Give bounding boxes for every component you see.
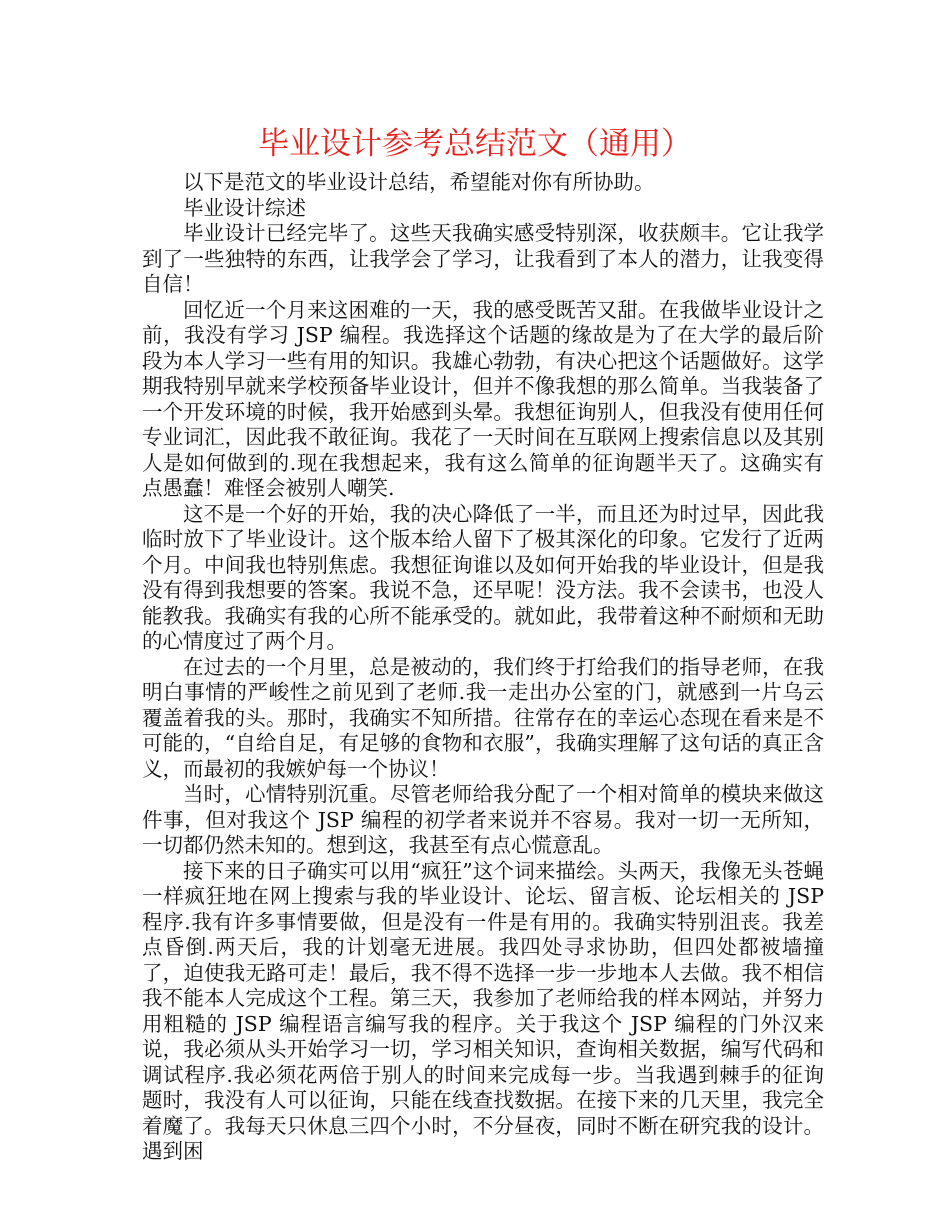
document-body (142, 170, 824, 1165)
paragraph: 回忆近一个月来这困难的一天，我的感受既苦又甜。在我做毕业设计之前，我没有学习 JSP 编程。我选择这个话题的缘故是为了在大学的最后阶段为本人学习一些有用的知识。我雄心勃勃，有决心把这个话题做好。这学期我特别早就来学校预备毕业设计，但并不像我想的那么简单。当我装备了一个开发环境的时候，我开始感到头晕。我想征询别人，但我没有使用任何专业词汇，因此我不敢征询。我花了一天时间在互联网上搜索信息以及其别人是如何做到的.现在我想起来，我有这么简单的征询题半天了。这确实有点愚蠢！难怪会被别人嘲笑. (142, 297, 824, 500)
paragraph: 在过去的一个月里，总是被动的，我们终于打给我们的指导老师，在我明白事情的严峻性之前见到了老师.我一走出办公室的门，就感到一片乌云覆盖着我的头。那时，我确实不知所措。往常存在的幸运心态现在看来是不可能的，“自给自足，有足够的食物和衣服”，我确实理解了这句话的真正含义，而最初的我嫉妒每一个协议！ (142, 654, 824, 781)
document-title: 毕业设计参考总结范文（通用） (258, 126, 692, 162)
paragraph: 当时，心情特别沉重。尽管老师给我分配了一个相对简单的模块来做这件事，但对我这个 JSP 编程的初学者来说并不容易。我对一切一无所知，一切都仍然未知的。想到这，我甚至有点心慌意乱。 (142, 782, 824, 857)
paragraph: 这不是一个好的开始，我的决心降低了一半，而且还为时过早，因此我临时放下了毕业设计。这个版本给人留下了极其深化的印象。它发行了近两个月。中间我也特别焦虑。我想征询谁以及如何开始我的毕业设计，但是我没有得到我想要的答案。我说不急，还早呢！没方法。我不会读书，也没人能教我。我确实有我的心所不能承受的。就如此，我带着这种不耐烦和无助的心情度过了两个月。 (142, 501, 824, 653)
paragraph: 接下来的日子确实可以用“疯狂”这个词来描绘。头两天，我像无头苍蝇一样疯狂地在网上搜索与我的毕业设计、论坛、留言板、论坛相关的 JSP 程序.我有许多事情要做，但是没有一件是有用的。我确实特别沮丧。我差点昏倒.两天后，我的计划毫无进展。我四处寻求协助，但四处都被墙撞了，迫使我无路可走！最后，我不得不选择一步一步地本人去做。我不相信我不能本人完成这个工程。第三天，我参加了老师给我的样本网站，并努力用粗糙的 JSP 编程语言编写我的程序。关于我这个 JSP 编程的门外汉来说，我必须从头开始学习一切，学习相关知识，查询相关数据，编写代码和调试程序.我必须花两倍于别人的时间来完成每一步。当我遇到棘手的征询题时，我没有人可以征询，只能在线查找数据。在接下来的几天里，我完全着魔了。我每天只休息三四个小时，不分昼夜，同时不断在研究我的设计。遇到困 (142, 858, 824, 1163)
paragraph-heading: 毕业设计综述 (183, 195, 306, 220)
paragraph-intro: 以下是范文的毕业设计总结，希望能对你有所协助。 (183, 170, 655, 194)
paragraph: 毕业设计已经完毕了。这些天我确实感受特别深，收获颇丰。它让我学到了一些独特的东西，让我学会了学习，让我看到了本人的潜力，让我变得自信！ (142, 221, 824, 296)
